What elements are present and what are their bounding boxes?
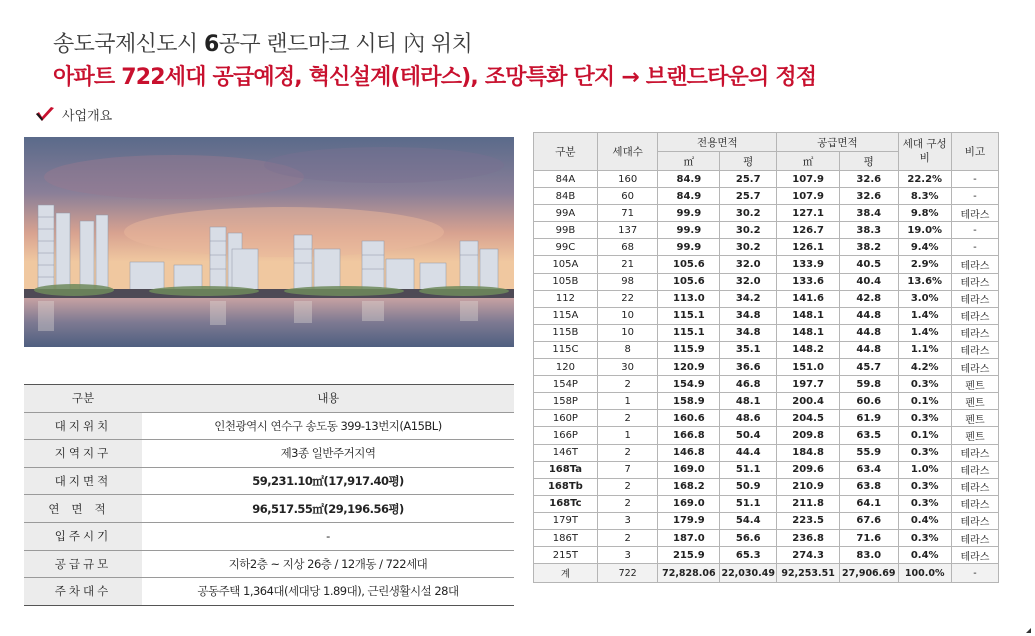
cell-households: 7 bbox=[597, 461, 658, 478]
cell-exclusive-sqm: 99.9 bbox=[658, 205, 720, 222]
headline-summary: 아파트 722세대 공급예정, 혁신설계(테라스), 조망특화 단지 → 브랜드타운의 정점 bbox=[53, 65, 817, 90]
cell-supply-sqm: 133.6 bbox=[777, 273, 840, 290]
cell-type: 115A bbox=[534, 307, 598, 324]
cell-households: 68 bbox=[597, 239, 658, 256]
cell-exclusive-sqm: 84.9 bbox=[658, 188, 720, 205]
cell-ratio: 9.8% bbox=[898, 205, 951, 222]
cell-exclusive-sqm: 169.0 bbox=[658, 461, 720, 478]
cell-supply-pyeong: 45.7 bbox=[839, 359, 898, 376]
cell-ratio: 1.0% bbox=[898, 461, 951, 478]
cell-exclusive-pyeong: 25.7 bbox=[720, 188, 777, 205]
cell-exclusive-pyeong: 51.1 bbox=[720, 495, 777, 512]
cell-note: 테라스 bbox=[951, 478, 998, 495]
cell-supply-pyeong: 63.5 bbox=[839, 427, 898, 444]
cell-type: 120 bbox=[534, 359, 598, 376]
cell-supply-sqm: 148.1 bbox=[777, 307, 840, 324]
cell-households: 21 bbox=[597, 256, 658, 273]
overview-key: 연면적 bbox=[24, 495, 142, 523]
cell-supply-pyeong: 83.0 bbox=[839, 547, 898, 564]
cell-note: 테라스 bbox=[951, 290, 998, 307]
cell-note: 펜트 bbox=[951, 427, 998, 444]
cell-ratio: 0.3% bbox=[898, 410, 951, 427]
unit-row bbox=[534, 444, 999, 461]
cell-type: 105B bbox=[534, 273, 598, 290]
cell-supply-sqm: 126.1 bbox=[777, 239, 840, 256]
cell-type: 115B bbox=[534, 324, 598, 341]
cell-note: 테라스 bbox=[951, 359, 998, 376]
cell-supply-sqm: 200.4 bbox=[777, 393, 840, 410]
total-cell: 22,030.49 bbox=[720, 564, 777, 583]
cell-supply-sqm: 197.7 bbox=[777, 376, 840, 393]
overview-row-move-in bbox=[24, 522, 514, 550]
cell-exclusive-sqm: 166.8 bbox=[658, 427, 720, 444]
cell-households: 8 bbox=[597, 341, 658, 358]
unit-row bbox=[534, 188, 999, 205]
cell-supply-sqm: 209.8 bbox=[777, 427, 840, 444]
cell-households: 30 bbox=[597, 359, 658, 376]
unit-row bbox=[534, 171, 999, 188]
cell-supply-sqm: 126.7 bbox=[777, 222, 840, 239]
total-cell: 27,906.69 bbox=[839, 564, 898, 583]
cell-exclusive-sqm: 160.6 bbox=[658, 410, 720, 427]
overview-key: 공급규모 bbox=[24, 550, 142, 578]
unit-row bbox=[534, 273, 999, 290]
section-title bbox=[34, 105, 112, 124]
cell-ratio: 1.1% bbox=[898, 341, 951, 358]
cell-households: 2 bbox=[597, 376, 658, 393]
cell-exclusive-pyeong: 25.7 bbox=[720, 171, 777, 188]
cell-exclusive-sqm: 105.6 bbox=[658, 273, 720, 290]
overview-value: - bbox=[142, 522, 514, 550]
cell-note: - bbox=[951, 239, 998, 256]
cell-exclusive-pyeong: 50.4 bbox=[720, 427, 777, 444]
cell-supply-pyeong: 61.9 bbox=[839, 410, 898, 427]
col-exclusive-sqm: ㎡ bbox=[658, 152, 720, 171]
cell-supply-pyeong: 32.6 bbox=[839, 171, 898, 188]
cell-exclusive-sqm: 99.9 bbox=[658, 239, 720, 256]
cell-supply-pyeong: 71.6 bbox=[839, 529, 898, 546]
col-supply-sqm: ㎡ bbox=[777, 152, 840, 171]
unit-row bbox=[534, 461, 999, 478]
cell-exclusive-pyeong: 32.0 bbox=[720, 273, 777, 290]
cell-supply-pyeong: 32.6 bbox=[839, 188, 898, 205]
cell-exclusive-pyeong: 32.0 bbox=[720, 256, 777, 273]
cell-households: 2 bbox=[597, 529, 658, 546]
cell-exclusive-pyeong: 30.2 bbox=[720, 239, 777, 256]
checkmark-icon bbox=[34, 106, 56, 124]
cell-note: 테라스 bbox=[951, 512, 998, 529]
cell-supply-sqm: 274.3 bbox=[777, 547, 840, 564]
unit-row bbox=[534, 307, 999, 324]
cell-ratio: 0.3% bbox=[898, 495, 951, 512]
cell-type: 84B bbox=[534, 188, 598, 205]
cell-type: 168Tc bbox=[534, 495, 598, 512]
overview-header-row bbox=[24, 385, 514, 413]
building-rendering-image bbox=[24, 137, 514, 347]
cell-type: 160P bbox=[534, 410, 598, 427]
cell-note: 테라스 bbox=[951, 273, 998, 290]
col-type: 구분 bbox=[534, 133, 598, 171]
cell-supply-pyeong: 64.1 bbox=[839, 495, 898, 512]
headline-location-prefix: 송도국제신도시 bbox=[53, 32, 204, 57]
overview-row-supply-scale bbox=[24, 550, 514, 578]
cell-households: 3 bbox=[597, 512, 658, 529]
overview-row-zoning bbox=[24, 440, 514, 468]
cell-exclusive-pyeong: 54.4 bbox=[720, 512, 777, 529]
cell-ratio: 0.3% bbox=[898, 478, 951, 495]
cell-note: 테라스 bbox=[951, 307, 998, 324]
cell-ratio: 0.4% bbox=[898, 547, 951, 564]
unit-table-header-row bbox=[534, 133, 999, 152]
cell-exclusive-pyeong: 56.6 bbox=[720, 529, 777, 546]
cell-supply-sqm: 210.9 bbox=[777, 478, 840, 495]
cell-supply-pyeong: 40.5 bbox=[839, 256, 898, 273]
cell-supply-sqm: 107.9 bbox=[777, 188, 840, 205]
cell-supply-pyeong: 44.8 bbox=[839, 307, 898, 324]
cell-supply-sqm: 148.2 bbox=[777, 341, 840, 358]
project-overview-table bbox=[24, 384, 514, 606]
cell-type: 84A bbox=[534, 171, 598, 188]
overview-row-floor-area bbox=[24, 495, 514, 523]
total-cell: 722 bbox=[597, 564, 658, 583]
col-note: 비고 bbox=[951, 133, 998, 171]
cell-exclusive-sqm: 179.9 bbox=[658, 512, 720, 529]
cell-exclusive-sqm: 215.9 bbox=[658, 547, 720, 564]
cell-ratio: 0.3% bbox=[898, 529, 951, 546]
cell-households: 10 bbox=[597, 307, 658, 324]
cell-households: 3 bbox=[597, 547, 658, 564]
unit-row bbox=[534, 393, 999, 410]
cell-exclusive-sqm: 115.9 bbox=[658, 341, 720, 358]
cell-exclusive-sqm: 113.0 bbox=[658, 290, 720, 307]
col-exclusive-area: 전용면적 bbox=[658, 133, 777, 152]
cell-households: 2 bbox=[597, 410, 658, 427]
overview-key: 입주시기 bbox=[24, 522, 142, 550]
unit-row bbox=[534, 290, 999, 307]
cell-note: 테라스 bbox=[951, 341, 998, 358]
cell-exclusive-sqm: 99.9 bbox=[658, 222, 720, 239]
cell-exclusive-sqm: 168.2 bbox=[658, 478, 720, 495]
corner-mark-icon bbox=[1026, 628, 1031, 633]
cell-exclusive-pyeong: 50.9 bbox=[720, 478, 777, 495]
cell-ratio: 1.4% bbox=[898, 324, 951, 341]
unit-row bbox=[534, 205, 999, 222]
cell-exclusive-sqm: 115.1 bbox=[658, 324, 720, 341]
cell-exclusive-pyeong: 44.4 bbox=[720, 444, 777, 461]
cell-exclusive-sqm: 120.9 bbox=[658, 359, 720, 376]
unit-row bbox=[534, 427, 999, 444]
headline-location-suffix: 공구 랜드마크 시티 內 위치 bbox=[218, 32, 473, 57]
cell-note: - bbox=[951, 171, 998, 188]
cell-supply-pyeong: 55.9 bbox=[839, 444, 898, 461]
cell-supply-pyeong: 44.8 bbox=[839, 324, 898, 341]
overview-row-site-location bbox=[24, 412, 514, 440]
total-cell: 100.0% bbox=[898, 564, 951, 583]
unit-row bbox=[534, 324, 999, 341]
cell-households: 137 bbox=[597, 222, 658, 239]
cell-households: 1 bbox=[597, 427, 658, 444]
cell-type: 158P bbox=[534, 393, 598, 410]
col-ratio: 세대 구성비 bbox=[898, 133, 951, 171]
cell-supply-sqm: 184.8 bbox=[777, 444, 840, 461]
total-cell: 92,253.51 bbox=[777, 564, 840, 583]
cell-supply-pyeong: 63.8 bbox=[839, 478, 898, 495]
cell-exclusive-pyeong: 48.1 bbox=[720, 393, 777, 410]
overview-header-key: 구분 bbox=[24, 385, 142, 413]
cell-note: 펜트 bbox=[951, 376, 998, 393]
cell-ratio: 0.1% bbox=[898, 393, 951, 410]
overview-value: 96,517.55㎡(29,196.56평) bbox=[142, 495, 514, 523]
cell-exclusive-pyeong: 30.2 bbox=[720, 222, 777, 239]
headline-location-bold: 6 bbox=[203, 32, 219, 57]
cell-supply-sqm: 151.0 bbox=[777, 359, 840, 376]
unit-row bbox=[534, 239, 999, 256]
cell-exclusive-sqm: 187.0 bbox=[658, 529, 720, 546]
unit-row bbox=[534, 256, 999, 273]
cell-exclusive-sqm: 158.9 bbox=[658, 393, 720, 410]
cell-households: 98 bbox=[597, 273, 658, 290]
cell-exclusive-sqm: 169.0 bbox=[658, 495, 720, 512]
overview-value: 제3종 일반주거지역 bbox=[142, 440, 514, 468]
cell-supply-pyeong: 38.2 bbox=[839, 239, 898, 256]
cell-type: 166P bbox=[534, 427, 598, 444]
col-exclusive-pyeong: 평 bbox=[720, 152, 777, 171]
cell-households: 2 bbox=[597, 495, 658, 512]
cell-ratio: 9.4% bbox=[898, 239, 951, 256]
cell-households: 2 bbox=[597, 478, 658, 495]
cell-supply-sqm: 127.1 bbox=[777, 205, 840, 222]
section-label: 사업개요 bbox=[62, 109, 113, 124]
cell-exclusive-pyeong: 35.1 bbox=[720, 341, 777, 358]
cell-exclusive-sqm: 154.9 bbox=[658, 376, 720, 393]
cell-households: 22 bbox=[597, 290, 658, 307]
cell-households: 1 bbox=[597, 393, 658, 410]
cell-ratio: 0.1% bbox=[898, 427, 951, 444]
cell-households: 160 bbox=[597, 171, 658, 188]
unit-row bbox=[534, 495, 999, 512]
cell-note: - bbox=[951, 222, 998, 239]
cell-ratio: 0.4% bbox=[898, 512, 951, 529]
overview-value: 지하2층 ~ 지상 26층 / 12개동 / 722세대 bbox=[142, 550, 514, 578]
overview-row-parking bbox=[24, 578, 514, 606]
overview-key: 지역지구 bbox=[24, 440, 142, 468]
cell-type: 99A bbox=[534, 205, 598, 222]
total-cell: - bbox=[951, 564, 998, 583]
cell-exclusive-pyeong: 46.8 bbox=[720, 376, 777, 393]
cell-ratio: 3.0% bbox=[898, 290, 951, 307]
unit-row bbox=[534, 222, 999, 239]
cell-ratio: 0.3% bbox=[898, 376, 951, 393]
cell-households: 71 bbox=[597, 205, 658, 222]
cell-households: 60 bbox=[597, 188, 658, 205]
cell-type: 215T bbox=[534, 547, 598, 564]
cell-supply-pyeong: 38.3 bbox=[839, 222, 898, 239]
cell-exclusive-pyeong: 51.1 bbox=[720, 461, 777, 478]
cell-ratio: 19.0% bbox=[898, 222, 951, 239]
total-cell: 72,828.06 bbox=[658, 564, 720, 583]
cell-note: 테라스 bbox=[951, 529, 998, 546]
cell-supply-sqm: 141.6 bbox=[777, 290, 840, 307]
cell-note: 테라스 bbox=[951, 256, 998, 273]
cell-ratio: 0.3% bbox=[898, 444, 951, 461]
cell-exclusive-sqm: 146.8 bbox=[658, 444, 720, 461]
cell-type: 112 bbox=[534, 290, 598, 307]
cell-ratio: 13.6% bbox=[898, 273, 951, 290]
cell-type: 146T bbox=[534, 444, 598, 461]
cell-note: 테라스 bbox=[951, 444, 998, 461]
cell-ratio: 22.2% bbox=[898, 171, 951, 188]
cell-note: 테라스 bbox=[951, 495, 998, 512]
cell-supply-pyeong: 40.4 bbox=[839, 273, 898, 290]
unit-row bbox=[534, 410, 999, 427]
unit-total-row bbox=[534, 564, 999, 583]
cell-supply-sqm: 209.6 bbox=[777, 461, 840, 478]
cell-supply-sqm: 133.9 bbox=[777, 256, 840, 273]
cell-note: 테라스 bbox=[951, 461, 998, 478]
overview-row-site-area bbox=[24, 467, 514, 495]
cell-exclusive-pyeong: 36.6 bbox=[720, 359, 777, 376]
cell-supply-pyeong: 42.8 bbox=[839, 290, 898, 307]
cell-type: 186T bbox=[534, 529, 598, 546]
overview-key: 주차대수 bbox=[24, 578, 142, 606]
cell-type: 105A bbox=[534, 256, 598, 273]
cell-note: - bbox=[951, 188, 998, 205]
cell-households: 10 bbox=[597, 324, 658, 341]
cell-type: 168Ta bbox=[534, 461, 598, 478]
cell-exclusive-sqm: 115.1 bbox=[658, 307, 720, 324]
cell-ratio: 4.2% bbox=[898, 359, 951, 376]
cell-supply-pyeong: 60.6 bbox=[839, 393, 898, 410]
cell-type: 115C bbox=[534, 341, 598, 358]
cell-type: 168Tb bbox=[534, 478, 598, 495]
cell-supply-sqm: 107.9 bbox=[777, 171, 840, 188]
cell-ratio: 1.4% bbox=[898, 307, 951, 324]
cell-note: 펜트 bbox=[951, 410, 998, 427]
cell-exclusive-sqm: 105.6 bbox=[658, 256, 720, 273]
col-supply-pyeong: 평 bbox=[839, 152, 898, 171]
cell-exclusive-pyeong: 34.8 bbox=[720, 324, 777, 341]
unit-row bbox=[534, 512, 999, 529]
overview-value: 인천광역시 연수구 송도동 399-13번지(A15BL) bbox=[142, 412, 514, 440]
col-households: 세대수 bbox=[597, 133, 658, 171]
cell-note: 테라스 bbox=[951, 205, 998, 222]
unit-row bbox=[534, 478, 999, 495]
cell-type: 179T bbox=[534, 512, 598, 529]
cell-exclusive-pyeong: 34.8 bbox=[720, 307, 777, 324]
cell-exclusive-pyeong: 65.3 bbox=[720, 547, 777, 564]
cell-note: 펜트 bbox=[951, 393, 998, 410]
cell-type: 99C bbox=[534, 239, 598, 256]
cell-supply-pyeong: 67.6 bbox=[839, 512, 898, 529]
unit-type-table bbox=[533, 132, 999, 583]
unit-table-body bbox=[534, 171, 999, 583]
cell-exclusive-pyeong: 48.6 bbox=[720, 410, 777, 427]
col-supply-area: 공급면적 bbox=[777, 133, 898, 152]
cell-supply-pyeong: 38.4 bbox=[839, 205, 898, 222]
cell-supply-sqm: 204.5 bbox=[777, 410, 840, 427]
cell-supply-pyeong: 63.4 bbox=[839, 461, 898, 478]
overview-header-value: 내용 bbox=[142, 385, 514, 413]
cell-type: 154P bbox=[534, 376, 598, 393]
cell-note: 테라스 bbox=[951, 547, 998, 564]
cell-supply-sqm: 211.8 bbox=[777, 495, 840, 512]
cell-ratio: 2.9% bbox=[898, 256, 951, 273]
cell-supply-sqm: 236.8 bbox=[777, 529, 840, 546]
cell-exclusive-pyeong: 30.2 bbox=[720, 205, 777, 222]
unit-row bbox=[534, 341, 999, 358]
unit-row bbox=[534, 359, 999, 376]
unit-row bbox=[534, 547, 999, 564]
overview-value: 공동주택 1,364대(세대당 1.89대), 근린생활시설 28대 bbox=[142, 578, 514, 606]
total-cell: 계 bbox=[534, 564, 598, 583]
cell-supply-sqm: 148.1 bbox=[777, 324, 840, 341]
cell-supply-pyeong: 59.8 bbox=[839, 376, 898, 393]
cell-supply-sqm: 223.5 bbox=[777, 512, 840, 529]
cell-type: 99B bbox=[534, 222, 598, 239]
cell-exclusive-sqm: 84.9 bbox=[658, 171, 720, 188]
overview-key: 대지면적 bbox=[24, 467, 142, 495]
cell-exclusive-pyeong: 34.2 bbox=[720, 290, 777, 307]
overview-value: 59,231.10㎡(17,917.40평) bbox=[142, 467, 514, 495]
cell-note: 테라스 bbox=[951, 324, 998, 341]
headline-location bbox=[53, 27, 472, 58]
cell-ratio: 8.3% bbox=[898, 188, 951, 205]
unit-row bbox=[534, 376, 999, 393]
cell-households: 2 bbox=[597, 444, 658, 461]
cell-supply-pyeong: 44.8 bbox=[839, 341, 898, 358]
unit-row bbox=[534, 529, 999, 546]
overview-key: 대지위치 bbox=[24, 412, 142, 440]
